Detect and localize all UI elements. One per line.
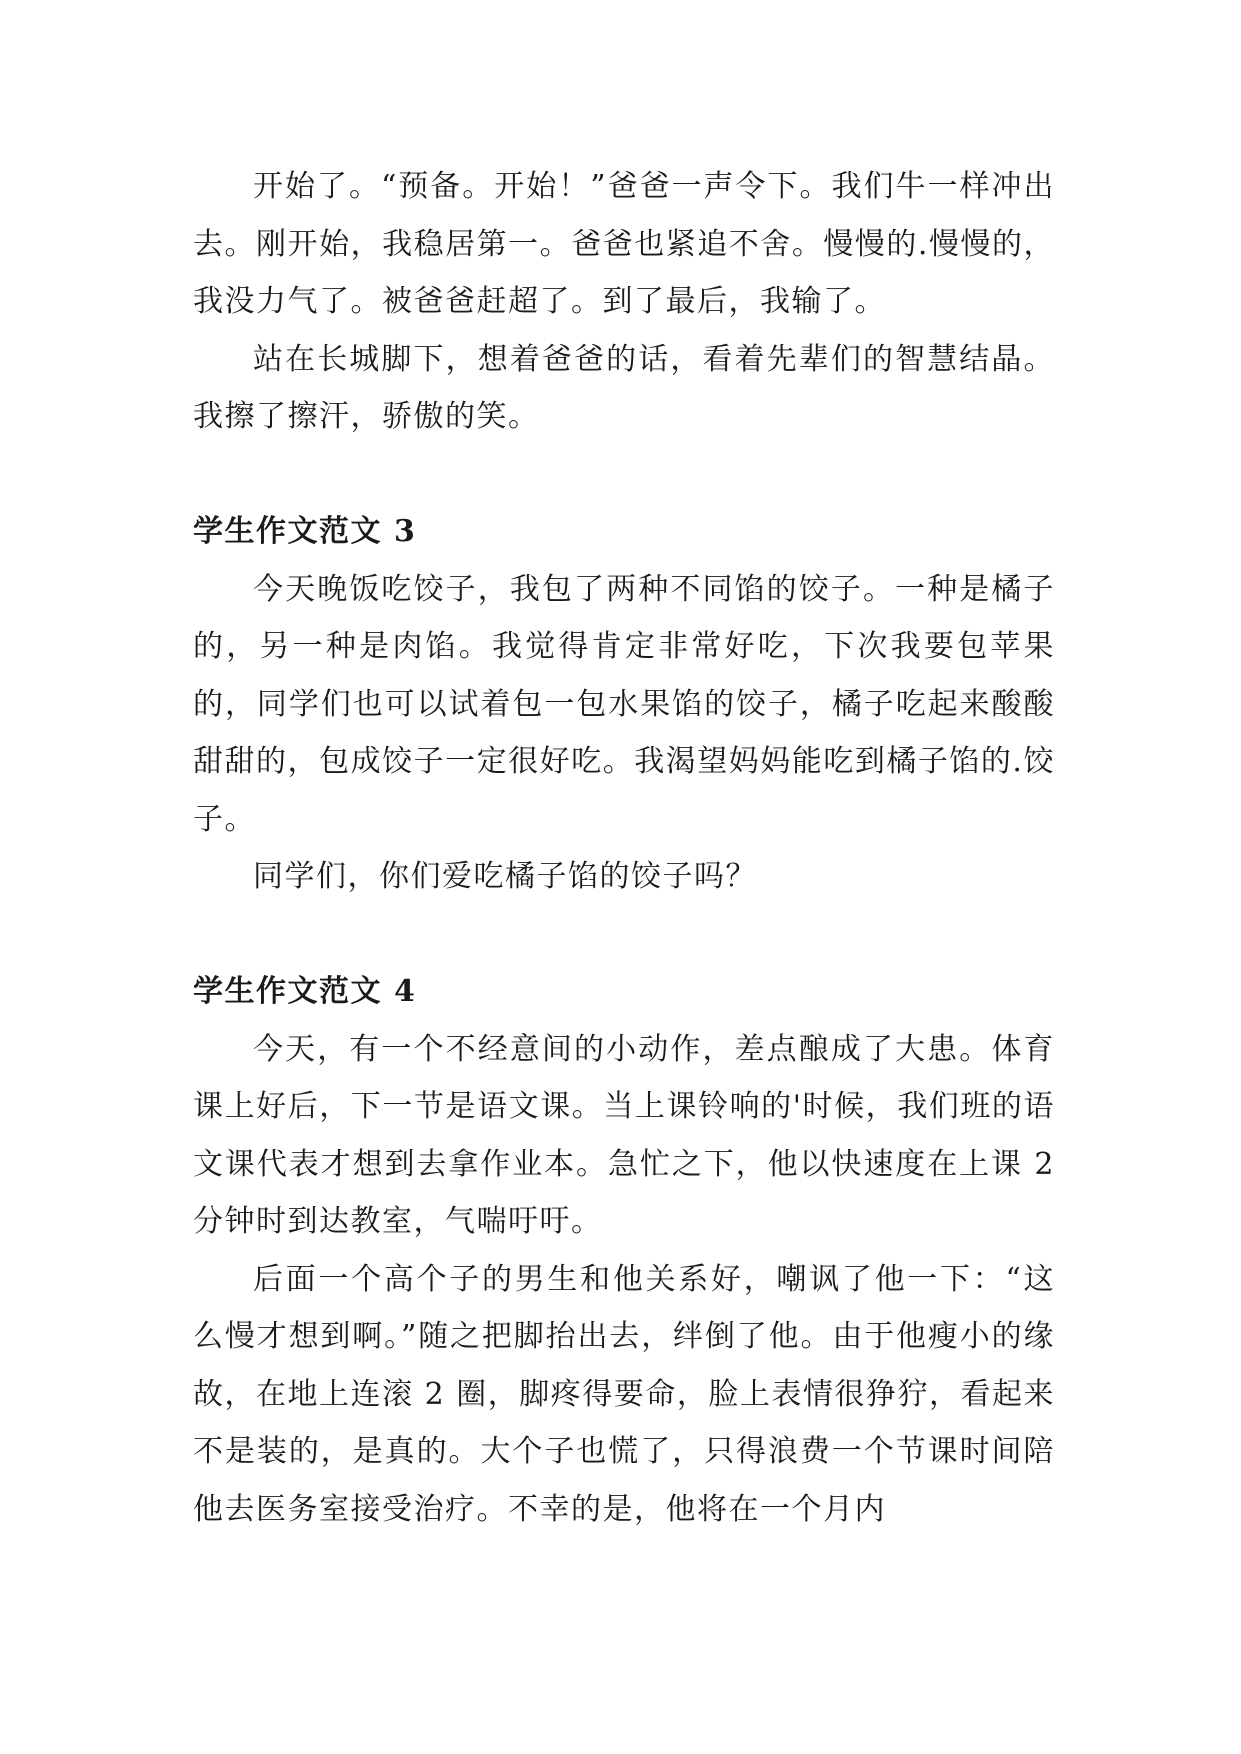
body-paragraph: 开始了。“预备。开始！”爸爸一声令下。我们牛一样冲出去。刚开始，我稳居第一。爸爸也紧追不舍。慢慢的.慢慢的，我没力气了。被爸爸赶超了。到了最后，我输了。 xyxy=(193,169,1055,319)
section-heading: 学生作文范文 3 xyxy=(193,514,417,549)
body-paragraph: 站在长城脚下，想着爸爸的话，看着先辈们的智慧结晶。我擦了擦汗，骄傲的笑。 xyxy=(193,341,1055,434)
section-heading: 学生作文范文 4 xyxy=(193,974,417,1009)
document-page xyxy=(193,158,1055,1538)
body-paragraph: 今天，有一个不经意间的小动作，差点酿成了大患。体育课上好后，下一节是语文课。当上课铃响的'时候，我们班的语文课代表才想到去拿作业本。急忙之下，他以快速度在上课 2 分钟时到达教室，气喘吁吁。 xyxy=(193,1031,1055,1239)
body-paragraph: 同学们，你们爱吃橘子馅的饺子吗？ xyxy=(253,859,757,894)
essay-section-2-continued xyxy=(193,158,1055,446)
section-spacer xyxy=(193,446,1055,504)
essay-section-4 xyxy=(193,963,1055,1538)
body-paragraph: 后面一个高个子的男生和他关系好，嘲讽了他一下：“这么慢才想到啊。”随之把脚抬出去，绊倒了他。由于他瘦小的缘故，在地上连滚 2 圈，脚疼得要命，脸上表情很狰狞，看起来不是装的，是真的。大个子也慌了，只得浪费一个节课时间陪他去医务室接受治疗。不幸的是，他将在一个月内 xyxy=(193,1261,1055,1527)
essay-section-3 xyxy=(193,503,1055,906)
body-paragraph: 今天晚饭吃饺子，我包了两种不同馅的饺子。一种是橘子的，另一种是肉馅。我觉得肯定非常好吃，下次我要包苹果的，同学们也可以试着包一包水果馅的饺子，橘子吃起来酸酸甜甜的，包成饺子一定很好吃。我渴望妈妈能吃到橘子馅的.饺子。 xyxy=(193,571,1055,837)
section-spacer xyxy=(193,906,1055,964)
